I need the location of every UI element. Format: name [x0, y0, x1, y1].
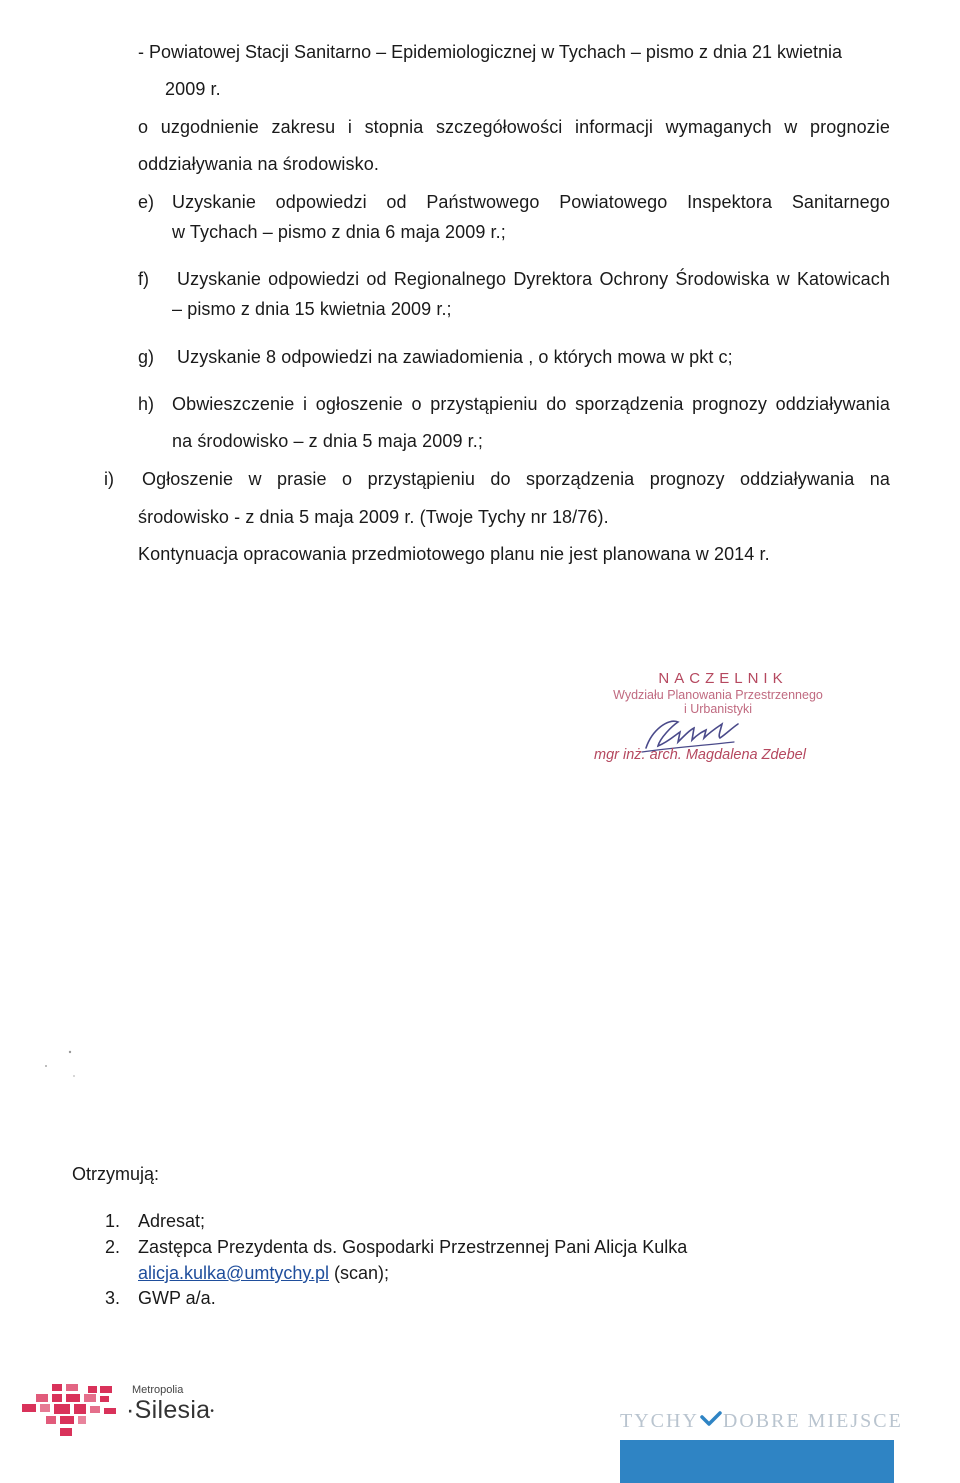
metropolia-squares-icon	[22, 1382, 127, 1438]
item-e-label: e)	[138, 192, 155, 212]
tychy-tagline-left: TYCHY	[620, 1410, 699, 1432]
recipient-item	[105, 1287, 216, 1309]
recipient-text: GWP a/a.	[138, 1288, 216, 1308]
recipient-email-link[interactable]: alicja.kulka@umtychy.pl	[138, 1263, 330, 1283]
item-i-line-2: środowisko - z dnia 5 maja 2009 r. (Twoje Tychy nr 18/76).	[138, 507, 609, 527]
recipient-number: 2.	[105, 1237, 121, 1257]
item-f-line-1: Uzyskanie odpowiedzi od Regionalnego Dyrektora Ochrony Środowiska w Katowicach	[177, 269, 890, 289]
item-g-label: g)	[138, 347, 155, 367]
tychy-tagline	[620, 1410, 903, 1433]
tychy-blue-bar	[620, 1440, 894, 1483]
official-stamp	[588, 670, 848, 780]
recipients-heading: Otrzymują:	[72, 1164, 160, 1184]
item-i-line-1: Ogłoszenie w prasie o przystąpieniu do sporządzenia prognozy oddziaływania na	[142, 469, 890, 489]
body-line-4: oddziaływania na środowisko.	[138, 154, 379, 174]
item-g-line-1: Uzyskanie 8 odpowiedzi na zawiadomienia , o których mowa w pkt c;	[177, 347, 733, 367]
body-line-1	[138, 41, 890, 63]
metropolia-label: Metropolia	[132, 1384, 184, 1396]
recipient-item	[105, 1210, 205, 1232]
silesia-text: Silesia	[134, 1396, 211, 1424]
stamp-department-line-1: Wydziału Planowania Przestrzennego	[613, 688, 823, 702]
recipient-item	[105, 1236, 687, 1258]
recipient-email-line	[138, 1262, 389, 1284]
recipient-text: Adresat;	[138, 1211, 206, 1231]
recipient-number: 1.	[105, 1211, 121, 1231]
body-line-2: 2009 r.	[165, 79, 221, 99]
item-i-label: i)	[104, 469, 114, 489]
item-e-line-2: w Tychach – pismo z dnia 6 maja 2009 r.;	[172, 222, 506, 242]
item-h-label: h)	[138, 394, 155, 414]
scan-speck-decoration	[40, 1048, 80, 1088]
tychy-dobre-miejsce-logo	[618, 1408, 903, 1483]
item-h-line-1: Obwieszczenie i ogłoszenie o przystąpieniu do sporządzenia prognozy oddziaływania	[172, 394, 890, 414]
recipient-email-suffix: (scan);	[329, 1263, 390, 1283]
item-h-line-2: na środowisko – z dnia 5 maja 2009 r.;	[172, 431, 483, 451]
silesia-label: ·Silesia•	[126, 1396, 215, 1424]
body-line-3: o uzgodnienie zakresu i stopnia szczegółowości informacji wymaganych w prognozie	[138, 117, 890, 137]
item-e-line-1: Uzyskanie odpowiedzi od Państwowego Powiatowego Inspektora Sanitarnego	[172, 192, 890, 212]
checkmark-icon	[700, 1411, 722, 1427]
closing-sentence: Kontynuacja opracowania przedmiotowego planu nie jest planowana w 2014 r.	[138, 544, 770, 564]
metropolia-silesia-logo	[22, 1382, 222, 1438]
body-line-1-text: - Powiatowej Stacji Sanitarno – Epidemiologicznej w Tychach – pismo z dnia 21 kwietnia	[138, 42, 843, 62]
tychy-tagline-right: DOBRE MIEJSCE	[722, 1410, 903, 1432]
stamp-title: NACZELNIK	[658, 670, 788, 687]
recipient-number: 3.	[105, 1288, 121, 1308]
item-f-line-2: – pismo z dnia 15 kwietnia 2009 r.;	[172, 299, 452, 319]
item-f-label: f)	[138, 269, 149, 289]
recipient-text: Zastępca Prezydenta ds. Gospodarki Przestrzennej Pani Alicja Kulka	[138, 1237, 688, 1257]
stamp-signatory-name: mgr inż. arch. Magdalena Zdebel	[594, 747, 806, 763]
stamp-department-line-2: i Urbanistyki	[683, 702, 753, 716]
